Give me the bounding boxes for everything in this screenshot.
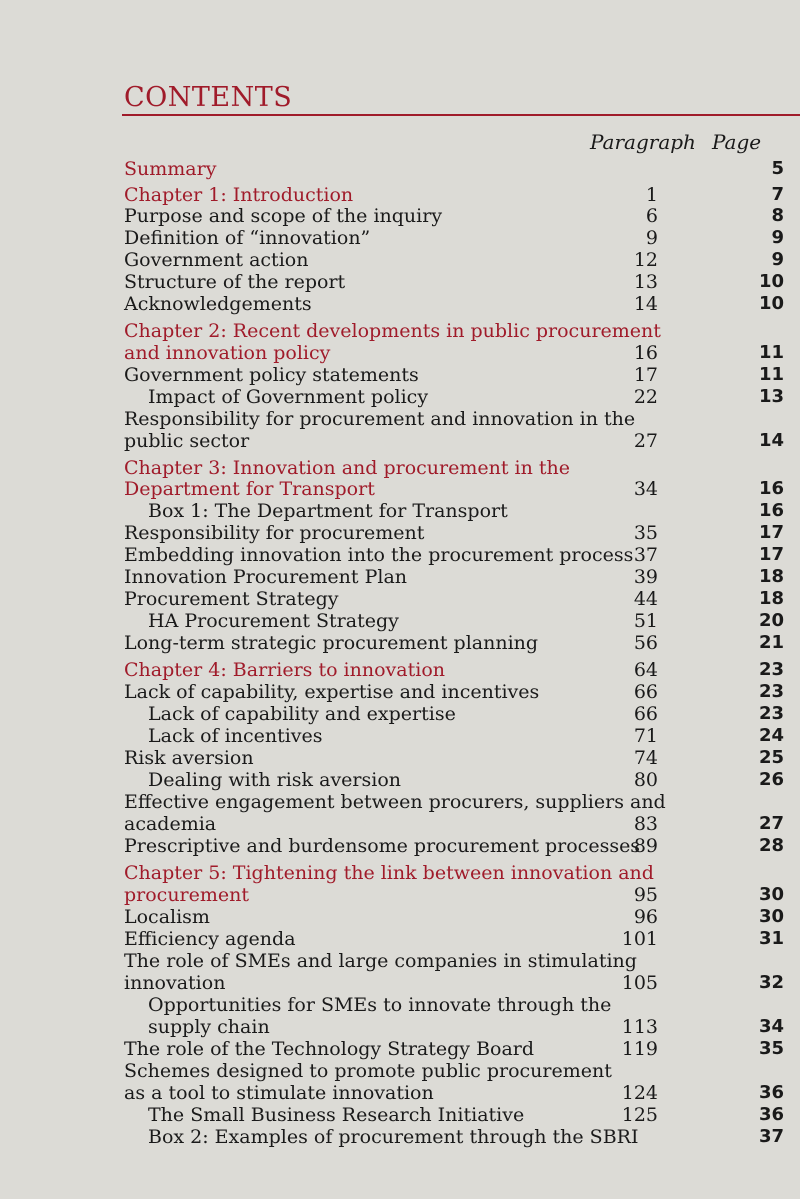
toc-entry-label: Chapter 2: Recent developments in public procurement — [124, 320, 661, 342]
toc-entry-page: 8 — [771, 205, 784, 226]
toc-entry-paragraph: 66 — [633, 703, 658, 725]
toc-entry-label: The Small Business Research Initiative — [148, 1104, 525, 1126]
toc-entry-paragraph: 37 — [633, 544, 658, 566]
toc-entry-page: 25 — [758, 747, 784, 768]
page-title: CONTENTS — [124, 82, 293, 113]
toc-entry-label: Chapter 3: Innovation and procurement in the — [124, 457, 570, 479]
toc-entry-page: 34 — [758, 1016, 784, 1037]
toc-entry-paragraph: 80 — [633, 769, 658, 791]
toc-entry-page: 30 — [758, 906, 784, 927]
toc-entry-page: 24 — [758, 725, 784, 746]
toc-entry-label: Summary — [124, 158, 217, 180]
toc-entry-page: 23 — [758, 659, 784, 680]
toc-entry-label: Dealing with risk aversion — [148, 769, 402, 791]
toc-entry-paragraph: 39 — [633, 566, 658, 588]
toc-entry-page: 9 — [771, 249, 784, 270]
toc-entry-label: Innovation Procurement Plan — [124, 566, 408, 588]
toc-entry-paragraph: 35 — [633, 522, 658, 544]
toc-entry-paragraph: 83 — [633, 813, 658, 835]
toc-entry-page: 37 — [758, 1126, 784, 1147]
toc-entry-paragraph: 95 — [633, 884, 658, 906]
toc-entry-page: 30 — [758, 884, 784, 905]
toc-entry-paragraph: 13 — [633, 271, 658, 293]
toc-entry-label: supply chain — [148, 1016, 270, 1038]
toc-entry-page: 17 — [758, 522, 784, 543]
toc-entry-paragraph: 22 — [633, 386, 658, 408]
paragraph-column-heading: Paragraph — [590, 130, 696, 154]
toc-entry-label: Long-term strategic procurement planning — [124, 632, 539, 654]
toc-entry-label: Department for Transport — [124, 478, 375, 500]
toc-entry-paragraph: 17 — [633, 364, 658, 386]
toc-entry-paragraph: 89 — [633, 835, 658, 857]
toc-entry-label: innovation — [124, 972, 226, 994]
toc-entry-page: 18 — [758, 588, 784, 609]
toc-entry-page: 21 — [758, 632, 784, 653]
toc-entry-page: 23 — [758, 703, 784, 724]
toc-entry-label: Prescriptive and burdensome procurement processes — [124, 835, 641, 857]
toc-entry-label: Risk aversion — [124, 747, 254, 769]
toc-entry-label: public sector — [124, 430, 250, 452]
toc-entry-page: 7 — [771, 184, 784, 205]
toc-entry-label: Schemes designed to promote public procurement — [124, 1060, 612, 1082]
toc-entry-paragraph: 101 — [621, 928, 658, 950]
toc-entry-label: Lack of incentives — [148, 725, 323, 747]
toc-entry-label: Chapter 4: Barriers to innovation — [124, 659, 445, 681]
toc-entry-label: Responsibility for procurement and innovation in the — [124, 408, 636, 430]
toc-entry-label: Localism — [124, 906, 210, 928]
toc-entry-paragraph: 119 — [621, 1038, 658, 1060]
toc-entry-label: procurement — [124, 884, 250, 906]
toc-entry-label: The role of SMEs and large companies in stimulating — [124, 950, 637, 972]
toc-entry-paragraph: 105 — [621, 972, 658, 994]
toc-entry-paragraph: 9 — [645, 227, 658, 249]
toc-entry-page: 5 — [771, 158, 784, 179]
toc-entry-paragraph: 6 — [645, 205, 658, 227]
toc-entry-paragraph: 96 — [633, 906, 658, 928]
toc-entry-page: 31 — [758, 928, 784, 949]
toc-entry-page: 16 — [758, 500, 784, 521]
toc-entry-label: Purpose and scope of the inquiry — [124, 205, 443, 227]
toc-entry-paragraph: 12 — [633, 249, 658, 271]
toc-entry-label: Box 1: The Department for Transport — [148, 500, 508, 522]
toc-entry-paragraph: 64 — [633, 659, 658, 681]
toc-entry-label: Opportunities for SMEs to innovate through the — [148, 994, 612, 1016]
toc-entry-page: 35 — [758, 1038, 784, 1059]
toc-entry-page: 9 — [771, 227, 784, 248]
toc-entry-paragraph: 74 — [633, 747, 658, 769]
toc-entry-label: and innovation policy — [124, 342, 331, 364]
toc-entry-paragraph: 124 — [621, 1082, 658, 1104]
toc-entry-page: 18 — [758, 566, 784, 587]
toc-entry-paragraph: 14 — [633, 293, 658, 315]
toc-entry-page: 17 — [758, 544, 784, 565]
toc-entry-page: 28 — [758, 835, 784, 856]
toc-entry-label: Acknowledgements — [124, 293, 312, 315]
toc-entry-page: 26 — [758, 769, 784, 790]
toc-entry-label: Chapter 5: Tightening the link between innovation and — [124, 862, 654, 884]
toc-entry-label: as a tool to stimulate innovation — [124, 1082, 434, 1104]
toc-entry-paragraph: 113 — [621, 1016, 658, 1038]
toc-entry-page: 10 — [758, 271, 784, 292]
toc-entry-label: Efficiency agenda — [124, 928, 296, 950]
toc-entry-paragraph: 51 — [633, 610, 658, 632]
title-rule — [122, 114, 800, 116]
toc-entry-paragraph: 27 — [633, 430, 658, 452]
page-column-heading: Page — [712, 130, 762, 154]
toc-entry-paragraph: 16 — [633, 342, 658, 364]
toc-entry-paragraph: 125 — [621, 1104, 658, 1126]
toc-entry-page: 13 — [758, 386, 784, 407]
toc-entry-label: Chapter 1: Introduction — [124, 184, 354, 206]
toc-entry-page: 32 — [758, 972, 784, 993]
toc-entry-paragraph: 1 — [645, 184, 658, 206]
toc-entry-label: Government policy statements — [124, 364, 419, 386]
toc-entry-paragraph: 34 — [633, 478, 658, 500]
toc-entry-paragraph: 44 — [633, 588, 658, 610]
toc-entry-label: Box 2: Examples of procurement through the SBRI — [148, 1126, 639, 1148]
toc-entry-label: Responsibility for procurement — [124, 522, 425, 544]
toc-entry-page: 23 — [758, 681, 784, 702]
toc-entry-label: Definition of “innovation” — [124, 227, 371, 249]
toc-entry-label: Lack of capability and expertise — [148, 703, 456, 725]
toc-entry-label: Effective engagement between procurers, suppliers and — [124, 791, 666, 813]
toc-entry-page: 10 — [758, 293, 784, 314]
toc-entry-label: Structure of the report — [124, 271, 346, 293]
toc-entry-page: 20 — [758, 610, 784, 631]
toc-entry-page: 27 — [758, 813, 784, 834]
toc-entry-page: 16 — [758, 478, 784, 499]
toc-entry-page: 36 — [758, 1104, 784, 1125]
toc-entry-label: academia — [124, 813, 217, 835]
toc-entry-label: Embedding innovation into the procurement process — [124, 544, 634, 566]
toc-entry-page: 11 — [758, 364, 784, 385]
toc-entry-label: Lack of capability, expertise and incentives — [124, 681, 540, 703]
toc-entry-label: Impact of Government policy — [148, 386, 429, 408]
toc-entry-page: 14 — [758, 430, 784, 451]
toc-entry-page: 11 — [758, 342, 784, 363]
toc-entry-label: Procurement Strategy — [124, 588, 339, 610]
toc-entry-label: Government action — [124, 249, 309, 271]
toc-entry-label: The role of the Technology Strategy Board — [124, 1038, 535, 1060]
toc-entry-label: HA Procurement Strategy — [148, 610, 399, 632]
toc-entry-page: 36 — [758, 1082, 784, 1103]
toc-entry-paragraph: 66 — [633, 681, 658, 703]
toc-entry-paragraph: 71 — [633, 725, 658, 747]
toc-entry-paragraph: 56 — [633, 632, 658, 654]
